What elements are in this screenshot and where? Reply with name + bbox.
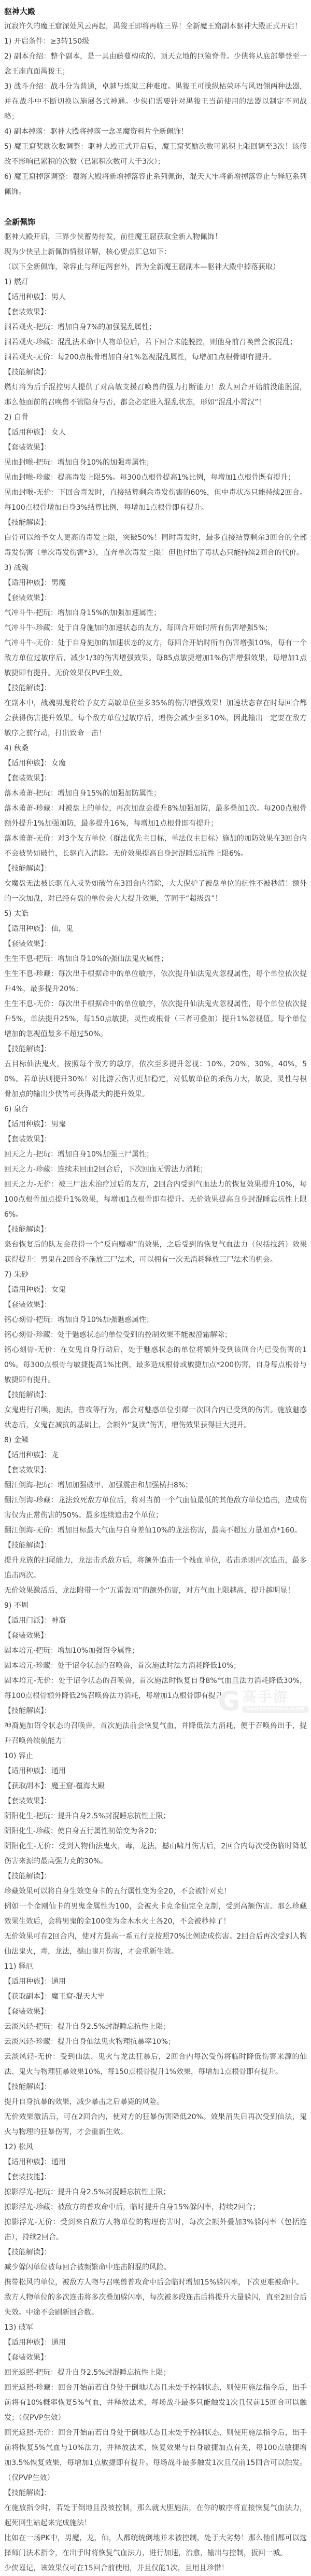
paragraph: 无价效果激活后，可在2回合内，使对方的狂暴伤害降低20%。效果消失后再次受到仙法，鬼火与物理的狂暴伤害，才会重新生效。 [4, 2113, 307, 2136]
paragraph: 减少躲闪单位被每回合被频繁命中连击附混的风险。 [4, 2263, 171, 2272]
paragraph: 5) 魔王窟奖励次数调整：驱神大殿正式开启后，魔王窟奖励次数可累积上限回调至3次！该修改不影响已累积的次数（已累积次数可大于3次）； [4, 143, 307, 166]
paragraph: 【技能解读】： [4, 684, 51, 692]
paragraph: 洞若观火-珍藏：混乱法术命中人物单位后，若下回合未能脱控，则他身前召唤兽会被混乱； [4, 338, 298, 346]
watermark-logo-icon: G [218, 1686, 241, 1717]
paragraph: 云淡风轻-无价：受到仙法、鬼火与龙法狂暴后，2回合内每次受伤将临时降低伤害来源的仙法、鬼火与物理狂暴效果10%，每150点根骨提升1%效果，每增加1点根骨即有提升。 [4, 2053, 307, 2076]
paragraph: 回天之力-无价：被三尸法术治疗过后的友方，2回合内受到气血法力的恢复效果提升10%，每100点根骨加点提升1%效果，每增加1点根骨即有提升。无价效果提高自身封混睡忘抗性上限6%。 [4, 1180, 307, 1219]
paragraph: 【套装技能】： [4, 2173, 51, 2181]
paragraph: 生生不息-无价：每次出手根据命中的单位敏序，依次提升仙法鬼火忽视属性，每个单位依次提升5%，单法提升25%，每150点敏捷，灵性或根骨（三者可叠加）提升1%忽视值。每个单位增加的忽视值最多不超过50%。 [4, 1000, 307, 1038]
paragraph: 【适用种族】：通用 [4, 1767, 66, 1775]
paragraph: 【技能解读】： [4, 519, 51, 527]
paragraph: 【套装效果】： [4, 1797, 51, 1805]
paragraph: 回光返照-把玩：提升自身2.5%封混睡忘抗性上限； [4, 2369, 171, 2377]
paragraph: 【技能解读】： [4, 1391, 51, 1399]
paragraph: 2) 白骨 [4, 413, 29, 422]
paragraph: 【适用种族】：女魔 [4, 759, 66, 768]
section-heading: 驱神大殿 [4, 7, 36, 16]
paragraph: 例如一个金刚仙卡的男鬼金属性为100，会被火卡克金仙完全克制，受到高额伤害。那么珍藏效果生效后，会将男鬼的金100变为金木水火土各20，不会被秒掉了！ [4, 1902, 307, 1926]
paragraph: 【技能解读】： [4, 2248, 51, 2257]
paragraph: 【套装效果】： [4, 940, 51, 948]
paragraph: 【适用种族】：通用 [4, 2158, 66, 2166]
paragraph: 阴阳化生-珍藏：使自身五行属性初始变为各20； [4, 1827, 161, 1835]
paragraph: 掠影浮光-无价：受到来自敌方人物单位的物理伤害时，每次会额外叠加3%躲闪率（包括连击），持续2回合。 [4, 2218, 307, 2241]
paragraph: 气冲斗牛-珍藏：处于自身施加的加速状态的友方，每回合开始时所有伤害增强5%； [4, 624, 273, 632]
paragraph: 2) 副本介绍：整个副本，是一具由藤蔓构成的、顶天立地的巨猿脊骨。少侠将从底部攀登至一念王座直面禺狻王； [4, 52, 307, 76]
paragraph: 【技能解读】： [4, 2489, 51, 2497]
paragraph: 【适用门派】：神裔 [4, 1617, 66, 1625]
paragraph: 【技能解读】： [4, 1541, 51, 1550]
paragraph: 【技能解读】： [4, 1707, 51, 1715]
paragraph: 【获取副本】：魔王窟-混天大牢 [4, 1993, 105, 2001]
paragraph: 阴阳化生-把玩：提升自身2.5%封混睡忘抗性上限； [4, 1812, 171, 1820]
section-spacer [4, 200, 307, 214]
paragraph: 4) 副本掉落：驱神大殿将掉落一念圣魔资料片全新佩饰！ [4, 128, 188, 136]
paragraph: 【适用种族】：女人 [4, 428, 66, 437]
paragraph: 【套装效果】： [4, 1466, 51, 1474]
paragraph: 11) 释厄 [4, 1962, 33, 1971]
paragraph: 【适用种族】：男鬼 [4, 1120, 66, 1129]
paragraph: 翻江倒海-无价：增加目标最大气血与自身差值10%的龙法伤害，最高不超过力量加点*160。 [4, 1526, 302, 1535]
paragraph: 【套装效果】： [4, 443, 51, 452]
paragraph: 落木萧萧-无价：对3个友方单位（群法优先主目标，单法仅主目标）施加的加防效果在3回合内不会被势如破竹，长驱直入清除。无价效果提高自身封混睡忘抗性上限6%。 [4, 834, 307, 858]
paragraph: 【技能解读】： [4, 1872, 51, 1881]
paragraph: 驱神大殿开启，三界少侠蓄势待发，前往魔王窟获取全新人物佩饰！ [4, 233, 222, 241]
watermark-brand: 高手游 [242, 1689, 289, 1705]
paragraph: 回天之力-把玩：增加自身10%加强三尸属性； [4, 1150, 154, 1159]
paragraph: 回光返照-珍藏：回合开始前若自身处于倒地状态且未处于控制状态，则使用施法指令后，出手前将有10%概率恢复5%气血，并释放法术，每场战斗最多只能触发1次且仅前15回合可以触发；（仅PVP生效） [4, 2384, 307, 2422]
paragraph: 3) 战魂 [4, 564, 29, 572]
watermark-domain: GAOSHOUYOU.COM [242, 1706, 309, 1713]
paragraph: 1) 开启条件：≥3转150级 [4, 37, 90, 46]
paragraph: 7) 朱砂 [4, 1271, 29, 1279]
paragraph: 【套装效果】： [4, 1301, 51, 1309]
paragraph: 云淡风轻-珍藏：提升自身仙法鬼火物理抗暴率10%； [4, 2038, 176, 2046]
paragraph: 气冲斗牛-无价：处于自身施加的加速状态的友方，每回合开始时所有伤害增强10%，每有一个敌方单位过敏序后，减少1/3的伤害增强效果。每85点敏捷增加1%伤害增强效果，每增加1点敏捷即有提升。无价效果仅PVE生效。 [4, 639, 307, 677]
paragraph: 【技能解读】： [4, 368, 51, 377]
paragraph: 【套装效果】： [4, 2354, 51, 2362]
paragraph: 12) 松风 [4, 2143, 33, 2151]
paragraph: 【技能解读】： [4, 2083, 51, 2091]
paragraph: 神裔施加诏令状态的召唤兽，首次施法前会恢复气血，并降低法力消耗，便于召唤兽出手，提升召唤兽续航能力！ [4, 1722, 307, 1745]
paragraph: 【获取副本】：魔王窟-覆海大殿 [4, 1782, 105, 1790]
paragraph: 【技能解读】： [4, 865, 51, 873]
article-body [4, 4, 307, 2576]
paragraph: 【套装效果】： [4, 594, 51, 602]
paragraph: 见血封喉-无价：下回合毒发时，直接结算剩余毒发伤害的60%，但中毒状态只能持续2回合。每100点根骨增加自身3%结算比例，每增加1点根骨即有提升。 [4, 489, 307, 512]
paragraph: 3) 战斗介绍：战斗分为普通，卓越与炼狱三种难度。禺狻王可操纵枯荣环与风语翎两种法器，并在战斗中不断切换以施展各式神通。少侠们需要针对禺狻王当前使用的法器以制定不同战略； [4, 82, 307, 121]
paragraph: 提升自身抗暴的效果，减少暴击之后暴毙的风险。 [4, 2098, 164, 2106]
paragraph: 【套装效果】： [4, 774, 51, 783]
paragraph: 固本培元-无价：处于诏令状态的召唤兽，首次施法时恢复自身8%气血且法力消耗降低30%，每100点根骨额外降低2%召唤兽法力消耗，每增加1点根骨即有提升。 [4, 1677, 307, 1700]
paragraph: 女魔盘无法被长驱直入或势如破竹在3回合内清除，大大保护了被盘单位的抗性不被秒清！额外的一次加盘，对已经有盘的单位会大大提升效果，等同于“超级盘”！ [4, 880, 307, 903]
paragraph: 在副本中，战魂男魔将给予友方高敏单位至多35%的伤害增强效果！加速状态存在时每回合都会获得伤害提升效果。每个敌方单位过敏序后，增伤会减少至多10%，因此输出一定要在敌方敏序之前行动，打出致命一击！ [4, 699, 307, 737]
paragraph: 6) 魔王窟掉落调整：覆海大殿将新增掉落容止系列佩饰，混天大牢将新增掉落容止与释厄系列佩饰。 [4, 173, 307, 196]
paragraph: 泉台恢复后的队友会获得一个“反向赠魂”的效果，之后受到的恢复气血法力（包括拉药）效果获得提升！男鬼在2回合不施放三尸法术，可以拥有一次无消耗释放三尸法术的机会。 [4, 1241, 307, 1264]
paragraph: （以下全新佩饰，除容止与释厄两套外，皆为全新魔王窟副本—驱神大殿中掉落获取） [4, 263, 280, 271]
paragraph: 沉寂许久的魔王窟深处风云再起，禺狻王即将再临三界！全新魔王窟副本驱神大殿正式开启！ [4, 22, 302, 31]
section-heading: 全新佩饰 [4, 217, 36, 227]
paragraph: 白骨可以给予女人更高的毒发上限，突破50%！同时毒发时，最多直接结算剩余3回合的全部毒发伤害（单次毒发伤害*3），直奔单次毒发上限！但也付出了毒状态只能持续2回合的代价。 [4, 534, 307, 557]
paragraph: 【适用种族】：男魔 [4, 579, 66, 587]
paragraph: 回天之力-珍藏：连续未回血2回合后，下次回血无需法力消耗； [4, 1165, 207, 1174]
paragraph: 1) 燃灯 [4, 278, 29, 286]
paragraph: 铭心刻骨-无价：在女鬼自身行动后，处于魅惑状态的单位将额外受到该回合内已受伤害的10%。每300点根骨与敏捷提高1%比例，最多造成根骨或敏捷加点*200伤害，自身每点根骨与敏捷即有提升。 [4, 1346, 307, 1384]
paragraph: 8) 金鳞 [4, 1436, 29, 1444]
paragraph: 落木萧萧-珍藏：对被盘上的单位，再次加盘会提升8%加强加防，最多叠加1次。每200点根骨额外提升1%加强加防，最多提升16%，每增加1点根骨即有提升； [4, 804, 307, 828]
paragraph: 【技能解读】： [4, 1226, 51, 1234]
paragraph: 见血封喉-把玩：增加自身10%的加强毒属性； [4, 458, 154, 467]
paragraph: 女鬼进行召唤，施法，普攻等行为，都会对魅惑单位引爆一次回合内已受到的伤害。施放魅惑状态后，女鬼在减抗的基础上，会额外“复读”伤害，增伤效果获得巨大提升。 [4, 1406, 307, 1429]
paragraph: 珍藏效果可以将自身生效变身卡的五行属性变为全20，不会被针对克！ [4, 1887, 231, 1896]
paragraph: 【套装效果】： [4, 1632, 51, 1640]
paragraph: 翻江倒海-把玩：增加加强破甲、加强震击和加强横扫8%； [4, 1481, 193, 1489]
watermark-text [242, 1690, 309, 1713]
watermark [218, 1688, 309, 1715]
paragraph: 【适用种族】：男人 [4, 293, 66, 301]
paragraph: 洞若观火-把玩：增加自身7%的加强混乱属性； [4, 323, 157, 331]
paragraph: 燃灯将为后手混控男人提供了对高敏支援召唤兽的强力打断能力！敌人回合开始前没能脱混，那么他面前的召唤兽不管隐身与否，都会必定进入混乱状态，形如“混乱小霄汉”！ [4, 383, 307, 407]
paragraph: 【适用种族】：仙，鬼 [4, 925, 73, 933]
paragraph: 掠影浮光-把玩：提升自身2.5%封混睡忘抗性上限； [4, 2188, 171, 2196]
paragraph: 【适用种族】：通用 [4, 1978, 66, 1986]
paragraph: 回光返照-无价：回合开始前若自身处于倒地状态且未处于控制状态，则使用施法指令后，出手前将恢复5%气血与10%法力，并释放法术，恢复效果与自身敏捷加点有关，每100点敏捷增加3.5%恢复效果，每增加1点敏捷即有提升。每场战斗最多触发1次且仅前15回合可以触发。（仅PVP生效） [4, 2429, 307, 2482]
paragraph: 生生不息-珍藏：每次出手根据命中的单位敏序，依次提升仙法鬼火忽视属性，每个单位依次提升4%，最多提升20%； [4, 970, 307, 993]
paragraph: 气冲斗牛-把玩：增加自身15%的加强加速属性； [4, 609, 161, 617]
paragraph: 固本培元-把玩：增加10%加强诏令属性； [4, 1647, 139, 1655]
paragraph: 无价效果激活后，龙法附带一个“五雷轰顶”的额外伤害，对方气血上限越高，提升越明显！ [4, 1586, 295, 1595]
paragraph: 提升龙族的扫尾能力，龙法击杀敌方后，将额外追击一个残血单位，若击杀则再次追击，最多追击两次。 [4, 1556, 307, 1580]
paragraph: 翻江倒海-珍藏：龙法致死敌方单位后，将对当前一个气血值最低的其他敌方单位追击，造成伤害仅为正常伤害的50%。最多连续追击2个单位； [4, 1496, 307, 1520]
paragraph: 五目标仙法鬼火，按照每个敌方的敏序，依次至多提升忽视：10%，20%，30%，40%，50%。若单法则提升30%！对比游云伤害更加稳定，对低敏单位的杀伤力大，敏捷，灵性与根骨加点的输出少侠皆可获得最大的提升效果。 [4, 1060, 307, 1098]
paragraph: 13) 破军 [4, 2323, 33, 2332]
paragraph: 见血封喉-珍藏：提高毒发上限5%。每300点根骨提高1%比例，每增加1点根骨既有提升； [4, 474, 295, 482]
paragraph: 敌方人物单位的多次连击将多次叠加躲闪率，每次被多段连击后将提升大量躲闪，直至2回合后失效。中途不会刷新回合数。 [4, 2293, 307, 2317]
paragraph: 【适用种族】：女鬼 [4, 1286, 66, 1294]
paragraph: 9) 不周 [4, 1602, 29, 1610]
paragraph: 无价效果可在2回合内，使对方最高一系五行克按照70%比例造成伤害。2回合后再次受到人物仙法鬼火，毒，龙法，撼山啸月伤害，才会重新生效。 [4, 1932, 307, 1956]
paragraph: 【适用种族】：龙 [4, 1451, 59, 1459]
paragraph: 少侠谨记，该效果仅可在15回合前使用，并且仅能1次，且用且珍惜！ [4, 2564, 229, 2572]
paragraph: 现为少侠呈上新佩饰情报详解，核心要点汇总如下： [4, 248, 171, 256]
paragraph: 10) 容止 [4, 1752, 33, 1760]
paragraph: 云淡风轻-把玩：提升自身2.5%封混睡忘抗性上限； [4, 2023, 171, 2031]
paragraph: 【套装效果】： [4, 2008, 51, 2016]
paragraph: 【套装效果】： [4, 1135, 51, 1144]
paragraph: 4) 秋桑 [4, 744, 29, 753]
paragraph: 【适用种族】：通用 [4, 2338, 66, 2347]
paragraph: 阴阳化生-无价：受到人物仙法鬼火，毒，龙法，撼山啸月伤害后，2回合内每次受伤临时降低伤害来源的最高强力克的30%。 [4, 1842, 307, 1865]
paragraph: 5) 太皓 [4, 910, 29, 918]
paragraph: 洞若观火-无价：每200点根骨增加自身1%忽视混乱属性，每增加1点根骨即有提升。 [4, 353, 276, 361]
paragraph: 【套装效果】： [4, 308, 51, 316]
paragraph: 生生不息-把玩：增加自身10%的强仙法鬼火属性； [4, 955, 168, 963]
paragraph: 6) 泉台 [4, 1105, 29, 1113]
paragraph: 携带松风的单位，被敌方人物与召唤兽普攻命中后会临时增加15%躲闪率，下次更难被命中。 [4, 2278, 304, 2287]
paragraph: 落木萧萧-把玩：增加自身15%的加强加防属性； [4, 789, 161, 798]
paragraph: 掠影浮光-珍藏：被敌方的普攻命中后，临时提升自身15%躲闪率，持续2回合； [4, 2203, 260, 2211]
paragraph: 比如在一场PK中，男魔，龙，仙，人都统统倒地并未被控制，处于大劣势！那么他们都可以选择师门法术指令，在出手时将恢复气血法力，进行加速，治愈，输出与控制，扳回一城。 [4, 2534, 307, 2557]
paragraph: 铭心刻骨-珍藏：处于魅惑状态的单位受到的控制效果不能被澄霜解除； [4, 1331, 232, 1339]
paragraph: 【技能解读】： [4, 1045, 51, 1053]
paragraph: 在施放指令时，若处于倒地且没被控制，那么就大胆施法，在你的敏序将直接恢复气血法力，起死回生站起来完成施法！ [4, 2504, 307, 2527]
paragraph: 固本培元-珍藏：处于诏令状态的召唤兽，首次施法时法力消耗降低10%； [4, 1662, 241, 1670]
paragraph: 铭心刻骨-把玩：增加自身10%加强魅惑属性； [4, 1316, 154, 1324]
